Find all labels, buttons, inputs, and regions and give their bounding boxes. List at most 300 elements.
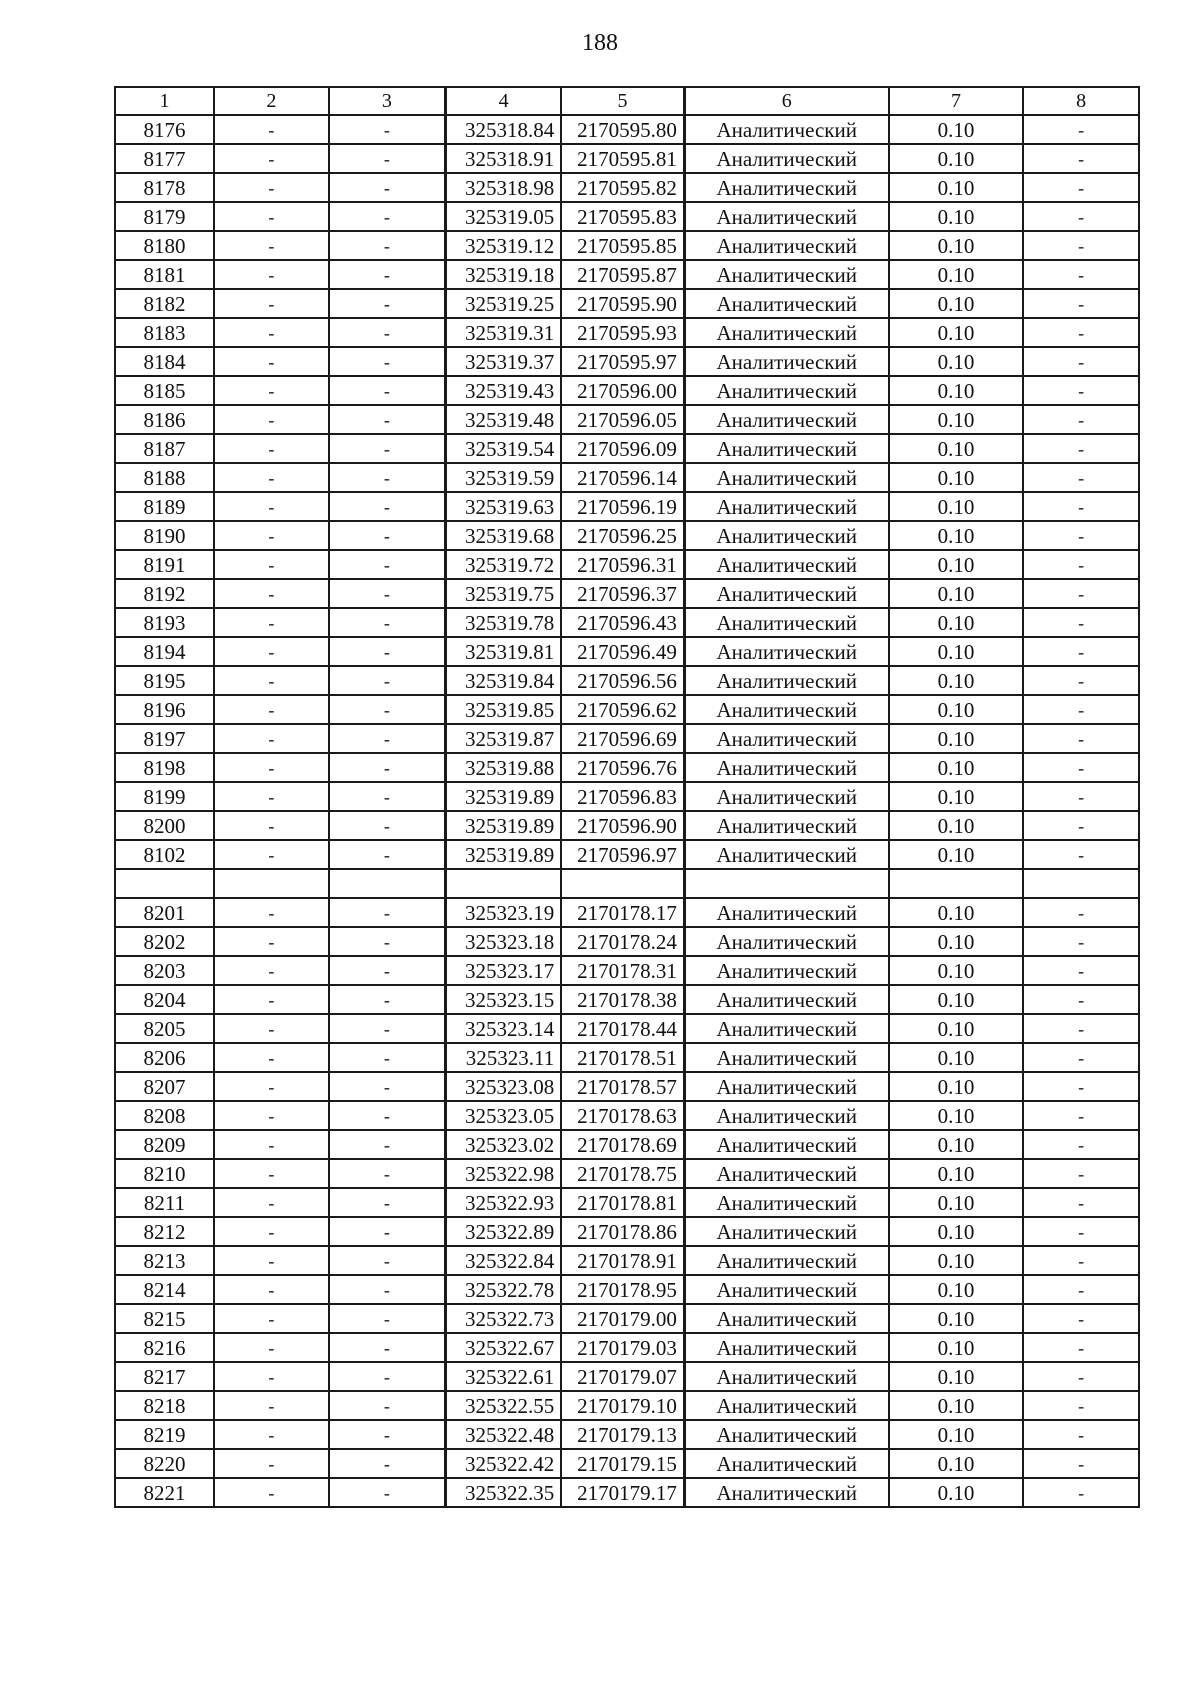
col3-cell: - — [329, 434, 446, 463]
coord-y-cell: 2170596.25 — [561, 521, 684, 550]
col2-cell: - — [214, 231, 329, 260]
point-number-cell: 8200 — [115, 811, 214, 840]
accuracy-cell: 0.10 — [889, 115, 1024, 144]
accuracy-cell: 0.10 — [889, 724, 1024, 753]
col3-cell: - — [329, 202, 446, 231]
col8-cell: - — [1023, 318, 1139, 347]
table-row — [115, 724, 1139, 753]
col2-cell: - — [214, 695, 329, 724]
col3-cell: - — [329, 521, 446, 550]
table-row — [115, 550, 1139, 579]
col3-cell: - — [329, 1014, 446, 1043]
point-number-cell: 8203 — [115, 956, 214, 985]
col8-cell: - — [1023, 434, 1139, 463]
point-number-cell: 8188 — [115, 463, 214, 492]
accuracy-cell: 0.10 — [889, 1072, 1024, 1101]
method-cell: Аналитический — [684, 695, 888, 724]
coord-x-cell: 325319.31 — [446, 318, 562, 347]
method-cell: Аналитический — [684, 1130, 888, 1159]
col3-cell: - — [329, 1391, 446, 1420]
accuracy-cell: 0.10 — [889, 608, 1024, 637]
point-number-cell: 8190 — [115, 521, 214, 550]
method-cell: Аналитический — [684, 898, 888, 927]
col8-cell: - — [1023, 1391, 1139, 1420]
coord-y-cell: 2170178.81 — [561, 1188, 684, 1217]
accuracy-cell: 0.10 — [889, 1333, 1024, 1362]
coord-y-cell: 2170178.57 — [561, 1072, 684, 1101]
col8-cell: - — [1023, 202, 1139, 231]
table-row — [115, 144, 1139, 173]
coord-x-cell: 325319.68 — [446, 521, 562, 550]
col3-cell: - — [329, 376, 446, 405]
col8-cell: - — [1023, 405, 1139, 434]
coord-x-cell: 325322.48 — [446, 1420, 562, 1449]
coord-x-cell: 325319.12 — [446, 231, 562, 260]
col8-cell: - — [1023, 1478, 1139, 1507]
coord-y-cell: 2170178.86 — [561, 1217, 684, 1246]
col8-cell: - — [1023, 492, 1139, 521]
table-row — [115, 1014, 1139, 1043]
coord-y-cell — [561, 869, 684, 898]
col8-cell: - — [1023, 1130, 1139, 1159]
table-row — [115, 115, 1139, 144]
accuracy-cell: 0.10 — [889, 985, 1024, 1014]
col2-cell: - — [214, 347, 329, 376]
coord-x-cell — [446, 869, 562, 898]
table-row — [115, 608, 1139, 637]
col8-cell: - — [1023, 782, 1139, 811]
accuracy-cell: 0.10 — [889, 1043, 1024, 1072]
table-row — [115, 347, 1139, 376]
coord-y-cell: 2170596.90 — [561, 811, 684, 840]
accuracy-cell: 0.10 — [889, 927, 1024, 956]
coord-x-cell: 325318.84 — [446, 115, 562, 144]
point-number-cell: 8212 — [115, 1217, 214, 1246]
col8-cell: - — [1023, 347, 1139, 376]
col3-cell: - — [329, 956, 446, 985]
col8-cell: - — [1023, 463, 1139, 492]
coord-x-cell: 325323.18 — [446, 927, 562, 956]
method-cell: Аналитический — [684, 521, 888, 550]
method-cell: Аналитический — [684, 1362, 888, 1391]
point-number-cell: 8207 — [115, 1072, 214, 1101]
col3-cell: - — [329, 1159, 446, 1188]
col2-cell: - — [214, 521, 329, 550]
accuracy-cell: 0.10 — [889, 1420, 1024, 1449]
table-row — [115, 840, 1139, 869]
method-cell: Аналитический — [684, 1478, 888, 1507]
method-cell: Аналитический — [684, 1072, 888, 1101]
col3-cell: - — [329, 753, 446, 782]
coord-x-cell: 325323.11 — [446, 1043, 562, 1072]
coord-y-cell: 2170179.07 — [561, 1362, 684, 1391]
col2-cell — [214, 869, 329, 898]
accuracy-cell: 0.10 — [889, 840, 1024, 869]
point-number-cell: 8206 — [115, 1043, 214, 1072]
point-number-cell: 8214 — [115, 1275, 214, 1304]
table-row — [115, 376, 1139, 405]
point-number-cell: 8201 — [115, 898, 214, 927]
table-row — [115, 173, 1139, 202]
col8-cell — [1023, 869, 1139, 898]
coord-y-cell: 2170596.76 — [561, 753, 684, 782]
col2-cell: - — [214, 1391, 329, 1420]
col2-cell: - — [214, 1362, 329, 1391]
point-number-cell: 8197 — [115, 724, 214, 753]
coord-x-cell: 325322.98 — [446, 1159, 562, 1188]
col2-cell: - — [214, 1072, 329, 1101]
coord-x-cell: 325322.67 — [446, 1333, 562, 1362]
coord-x-cell: 325323.17 — [446, 956, 562, 985]
coord-y-cell: 2170595.81 — [561, 144, 684, 173]
point-number-cell: 8209 — [115, 1130, 214, 1159]
coord-x-cell: 325319.89 — [446, 782, 562, 811]
accuracy-cell: 0.10 — [889, 1101, 1024, 1130]
col3-cell: - — [329, 231, 446, 260]
col2-cell: - — [214, 1217, 329, 1246]
coord-y-cell: 2170179.17 — [561, 1478, 684, 1507]
accuracy-cell: 0.10 — [889, 1478, 1024, 1507]
coord-x-cell: 325322.84 — [446, 1246, 562, 1275]
coord-y-cell: 2170596.14 — [561, 463, 684, 492]
col8-cell: - — [1023, 724, 1139, 753]
col8-cell: - — [1023, 1362, 1139, 1391]
point-number-cell: 8218 — [115, 1391, 214, 1420]
coord-y-cell: 2170596.37 — [561, 579, 684, 608]
coord-x-cell: 325319.48 — [446, 405, 562, 434]
coord-x-cell: 325323.02 — [446, 1130, 562, 1159]
col3-cell: - — [329, 347, 446, 376]
point-number-cell: 8215 — [115, 1304, 214, 1333]
method-cell: Аналитический — [684, 579, 888, 608]
accuracy-cell: 0.10 — [889, 376, 1024, 405]
col8-cell: - — [1023, 231, 1139, 260]
coord-x-cell: 325323.19 — [446, 898, 562, 927]
coord-y-cell: 2170595.83 — [561, 202, 684, 231]
col3-cell: - — [329, 289, 446, 318]
coord-x-cell: 325319.85 — [446, 695, 562, 724]
table-row — [115, 1188, 1139, 1217]
col3-cell: - — [329, 1130, 446, 1159]
coord-y-cell: 2170596.62 — [561, 695, 684, 724]
col2-cell: - — [214, 898, 329, 927]
accuracy-cell: 0.10 — [889, 260, 1024, 289]
method-cell: Аналитический — [684, 1101, 888, 1130]
coord-x-cell: 325323.08 — [446, 1072, 562, 1101]
col3-cell: - — [329, 405, 446, 434]
coord-y-cell: 2170595.85 — [561, 231, 684, 260]
col3-cell: - — [329, 492, 446, 521]
method-cell: Аналитический — [684, 1275, 888, 1304]
coord-x-cell: 325322.78 — [446, 1275, 562, 1304]
method-cell: Аналитический — [684, 753, 888, 782]
point-number-cell: 8182 — [115, 289, 214, 318]
column-header: 4 — [446, 87, 562, 115]
method-cell: Аналитический — [684, 1391, 888, 1420]
col8-cell: - — [1023, 579, 1139, 608]
point-number-cell: 8195 — [115, 666, 214, 695]
coord-y-cell: 2170179.10 — [561, 1391, 684, 1420]
col3-cell: - — [329, 115, 446, 144]
col2-cell: - — [214, 1130, 329, 1159]
method-cell: Аналитический — [684, 1188, 888, 1217]
coord-x-cell: 325319.63 — [446, 492, 562, 521]
col8-cell: - — [1023, 1420, 1139, 1449]
col2-cell: - — [214, 173, 329, 202]
table-row — [115, 1420, 1139, 1449]
coord-y-cell: 2170178.31 — [561, 956, 684, 985]
coord-y-cell: 2170178.44 — [561, 1014, 684, 1043]
table-row — [115, 1159, 1139, 1188]
accuracy-cell: 0.10 — [889, 1449, 1024, 1478]
accuracy-cell: 0.10 — [889, 1188, 1024, 1217]
coord-x-cell: 325319.72 — [446, 550, 562, 579]
col8-cell: - — [1023, 376, 1139, 405]
col2-cell: - — [214, 1478, 329, 1507]
col3-cell: - — [329, 898, 446, 927]
col3-cell: - — [329, 260, 446, 289]
col8-cell: - — [1023, 1333, 1139, 1362]
col8-cell: - — [1023, 985, 1139, 1014]
coord-y-cell: 2170596.31 — [561, 550, 684, 579]
point-number-cell: 8205 — [115, 1014, 214, 1043]
col3-cell: - — [329, 927, 446, 956]
point-number-cell: 8184 — [115, 347, 214, 376]
point-number-cell: 8193 — [115, 608, 214, 637]
point-number-cell: 8192 — [115, 579, 214, 608]
col2-cell: - — [214, 1014, 329, 1043]
table-row — [115, 1072, 1139, 1101]
col8-cell: - — [1023, 144, 1139, 173]
point-number-cell: 8217 — [115, 1362, 214, 1391]
col3-cell: - — [329, 1072, 446, 1101]
col2-cell: - — [214, 492, 329, 521]
coord-y-cell: 2170179.03 — [561, 1333, 684, 1362]
point-number-cell: 8177 — [115, 144, 214, 173]
point-number-cell: 8219 — [115, 1420, 214, 1449]
col8-cell: - — [1023, 521, 1139, 550]
method-cell: Аналитический — [684, 608, 888, 637]
method-cell: Аналитический — [684, 1246, 888, 1275]
point-number-cell: 8202 — [115, 927, 214, 956]
col8-cell: - — [1023, 1043, 1139, 1072]
col8-cell: - — [1023, 1304, 1139, 1333]
accuracy-cell: 0.10 — [889, 579, 1024, 608]
accuracy-cell: 0.10 — [889, 521, 1024, 550]
coord-x-cell: 325323.14 — [446, 1014, 562, 1043]
coord-y-cell: 2170178.51 — [561, 1043, 684, 1072]
coord-x-cell: 325319.84 — [446, 666, 562, 695]
coord-y-cell: 2170596.19 — [561, 492, 684, 521]
table-row — [115, 434, 1139, 463]
coord-x-cell: 325322.93 — [446, 1188, 562, 1217]
table-row — [115, 637, 1139, 666]
method-cell: Аналитический — [684, 144, 888, 173]
method-cell: Аналитический — [684, 550, 888, 579]
column-header: 5 — [561, 87, 684, 115]
column-header: 6 — [684, 87, 888, 115]
table-row — [115, 927, 1139, 956]
table-row — [115, 1333, 1139, 1362]
coord-x-cell: 325322.89 — [446, 1217, 562, 1246]
coord-y-cell: 2170595.80 — [561, 115, 684, 144]
col3-cell: - — [329, 724, 446, 753]
coord-y-cell: 2170595.97 — [561, 347, 684, 376]
col2-cell: - — [214, 376, 329, 405]
accuracy-cell: 0.10 — [889, 1130, 1024, 1159]
col8-cell: - — [1023, 811, 1139, 840]
col3-cell: - — [329, 550, 446, 579]
method-cell: Аналитический — [684, 1449, 888, 1478]
table-body — [115, 87, 1139, 1507]
table-row — [115, 463, 1139, 492]
coord-y-cell: 2170596.69 — [561, 724, 684, 753]
method-cell: Аналитический — [684, 347, 888, 376]
col2-cell: - — [214, 144, 329, 173]
col2-cell: - — [214, 1304, 329, 1333]
point-number-cell: 8183 — [115, 318, 214, 347]
col2-cell: - — [214, 463, 329, 492]
table-row — [115, 318, 1139, 347]
coord-y-cell: 2170596.00 — [561, 376, 684, 405]
coord-y-cell: 2170596.05 — [561, 405, 684, 434]
table-row — [115, 1362, 1139, 1391]
table-header-row — [115, 87, 1139, 115]
table-row — [115, 1101, 1139, 1130]
method-cell: Аналитический — [684, 318, 888, 347]
coord-y-cell: 2170596.97 — [561, 840, 684, 869]
coord-x-cell: 325319.43 — [446, 376, 562, 405]
col3-cell: - — [329, 463, 446, 492]
table-row — [115, 782, 1139, 811]
coord-x-cell: 325322.42 — [446, 1449, 562, 1478]
point-number-cell: 8208 — [115, 1101, 214, 1130]
col8-cell: - — [1023, 550, 1139, 579]
coord-y-cell: 2170596.56 — [561, 666, 684, 695]
accuracy-cell: 0.10 — [889, 1217, 1024, 1246]
accuracy-cell: 0.10 — [889, 1304, 1024, 1333]
col3-cell: - — [329, 1333, 446, 1362]
coord-x-cell: 325319.25 — [446, 289, 562, 318]
col8-cell: - — [1023, 898, 1139, 927]
table-row — [115, 521, 1139, 550]
coord-x-cell: 325322.55 — [446, 1391, 562, 1420]
table-row — [115, 985, 1139, 1014]
col8-cell: - — [1023, 753, 1139, 782]
method-cell: Аналитический — [684, 1420, 888, 1449]
accuracy-cell: 0.10 — [889, 637, 1024, 666]
point-number-cell: 8210 — [115, 1159, 214, 1188]
col8-cell: - — [1023, 260, 1139, 289]
point-number-cell: 8216 — [115, 1333, 214, 1362]
col2-cell: - — [214, 608, 329, 637]
coord-x-cell: 325319.37 — [446, 347, 562, 376]
coord-y-cell: 2170596.49 — [561, 637, 684, 666]
table-row — [115, 666, 1139, 695]
table-row — [115, 1130, 1139, 1159]
accuracy-cell: 0.10 — [889, 1275, 1024, 1304]
col2-cell: - — [214, 637, 329, 666]
col8-cell: - — [1023, 1159, 1139, 1188]
point-number-cell: 8187 — [115, 434, 214, 463]
table-row — [115, 695, 1139, 724]
table-row — [115, 898, 1139, 927]
method-cell: Аналитический — [684, 492, 888, 521]
col2-cell: - — [214, 1159, 329, 1188]
coord-x-cell: 325319.78 — [446, 608, 562, 637]
coord-y-cell: 2170178.91 — [561, 1246, 684, 1275]
col3-cell: - — [329, 1043, 446, 1072]
col8-cell: - — [1023, 289, 1139, 318]
col3-cell — [329, 869, 446, 898]
method-cell: Аналитический — [684, 956, 888, 985]
method-cell: Аналитический — [684, 637, 888, 666]
col3-cell: - — [329, 1478, 446, 1507]
column-header: 2 — [214, 87, 329, 115]
point-number-cell: 8196 — [115, 695, 214, 724]
col3-cell: - — [329, 985, 446, 1014]
col8-cell: - — [1023, 608, 1139, 637]
accuracy-cell: 0.10 — [889, 318, 1024, 347]
col3-cell: - — [329, 579, 446, 608]
coord-y-cell: 2170596.43 — [561, 608, 684, 637]
accuracy-cell: 0.10 — [889, 550, 1024, 579]
col3-cell: - — [329, 1101, 446, 1130]
coordinates-table — [114, 86, 1140, 1508]
table-row — [115, 492, 1139, 521]
coord-y-cell: 2170595.82 — [561, 173, 684, 202]
col3-cell: - — [329, 1246, 446, 1275]
col8-cell: - — [1023, 1072, 1139, 1101]
col3-cell: - — [329, 1449, 446, 1478]
point-number-cell: 8221 — [115, 1478, 214, 1507]
col8-cell: - — [1023, 1275, 1139, 1304]
accuracy-cell: 0.10 — [889, 782, 1024, 811]
col8-cell: - — [1023, 840, 1139, 869]
coord-x-cell: 325322.35 — [446, 1478, 562, 1507]
accuracy-cell — [889, 869, 1024, 898]
coord-y-cell: 2170178.95 — [561, 1275, 684, 1304]
method-cell: Аналитический — [684, 376, 888, 405]
coord-y-cell: 2170595.87 — [561, 260, 684, 289]
method-cell: Аналитический — [684, 927, 888, 956]
col2-cell: - — [214, 115, 329, 144]
coord-y-cell: 2170179.13 — [561, 1420, 684, 1449]
table-row — [115, 1246, 1139, 1275]
coord-y-cell: 2170178.63 — [561, 1101, 684, 1130]
table-row — [115, 260, 1139, 289]
col3-cell: - — [329, 173, 446, 202]
method-cell: Аналитический — [684, 260, 888, 289]
point-number-cell: 8220 — [115, 1449, 214, 1478]
col2-cell: - — [214, 753, 329, 782]
coord-y-cell: 2170178.69 — [561, 1130, 684, 1159]
col2-cell: - — [214, 1333, 329, 1362]
col3-cell: - — [329, 1188, 446, 1217]
col2-cell: - — [214, 782, 329, 811]
accuracy-cell: 0.10 — [889, 811, 1024, 840]
accuracy-cell: 0.10 — [889, 173, 1024, 202]
table-row — [115, 405, 1139, 434]
col8-cell: - — [1023, 927, 1139, 956]
point-number-cell: 8199 — [115, 782, 214, 811]
col8-cell: - — [1023, 1246, 1139, 1275]
point-number-cell — [115, 869, 214, 898]
col2-cell: - — [214, 1101, 329, 1130]
col8-cell: - — [1023, 173, 1139, 202]
col2-cell: - — [214, 1420, 329, 1449]
accuracy-cell: 0.10 — [889, 434, 1024, 463]
